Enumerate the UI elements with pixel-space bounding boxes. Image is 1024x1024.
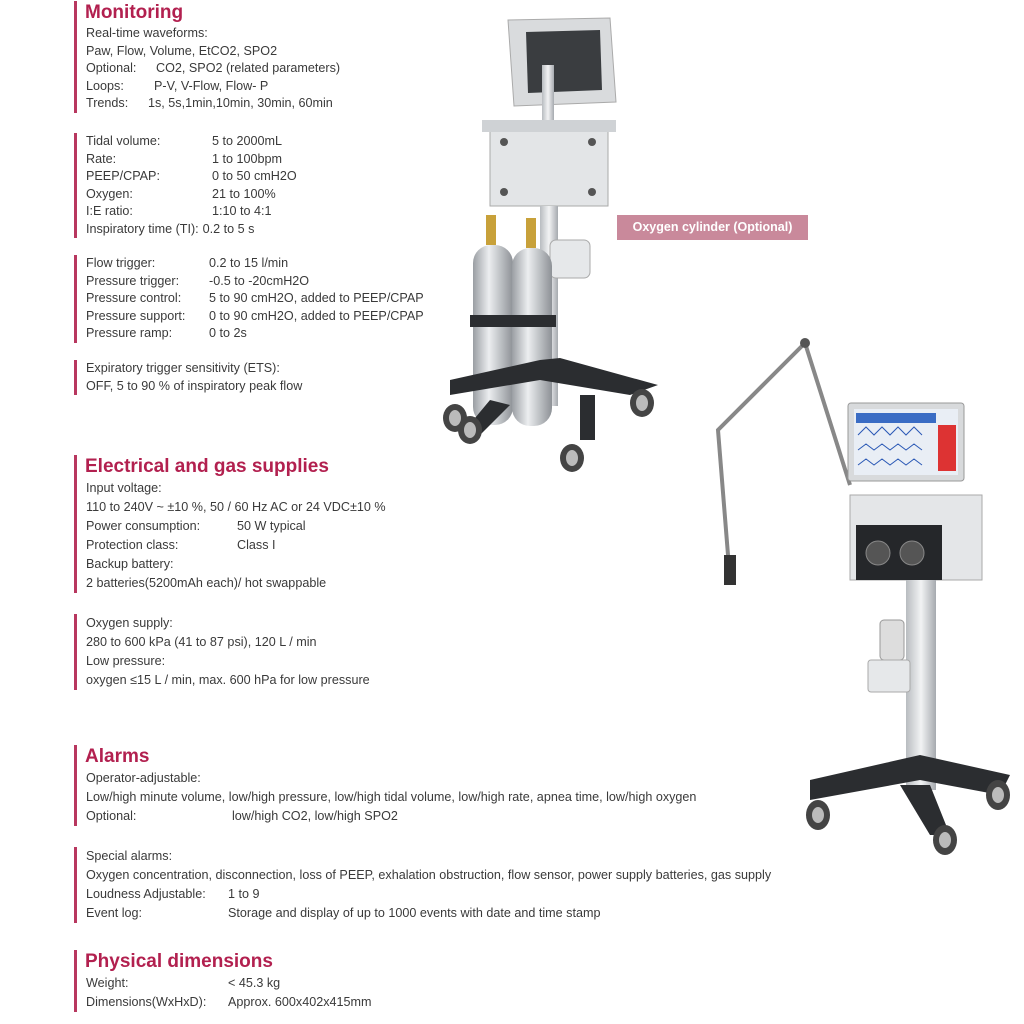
ets-group <box>74 360 306 395</box>
oxygen-supply-group <box>74 614 374 690</box>
spec-label: Event log: <box>86 906 143 920</box>
spec-label: Backup battery: <box>86 557 174 571</box>
spec-label: Flow trigger: <box>86 256 156 270</box>
spec-row <box>86 273 424 291</box>
spec-row <box>86 78 340 96</box>
spec-row <box>86 133 297 151</box>
spec-label: 110 to 240V ~ ±10 %, 50 / 60 Hz AC or 24 VDC±10 % <box>86 500 386 514</box>
spec-value: -0.5 to -20cmH2O <box>209 273 310 288</box>
spec-value: Storage and display of up to 1000 events with date and time stamp <box>228 906 601 920</box>
spec-row <box>86 993 372 1012</box>
spec-label: Inspiratory time (TI): <box>86 221 199 236</box>
spec-row <box>86 866 775 885</box>
spec-row <box>86 255 424 273</box>
spec-row <box>86 614 374 633</box>
spec-row <box>86 325 424 343</box>
spec-value: 50 W typical <box>237 519 306 533</box>
special-alarms-group <box>74 847 775 923</box>
spec-row <box>86 290 424 308</box>
spec-value: 0 to 2s <box>209 326 247 340</box>
spec-value: 1s, 5s,1min,10min, 30min, 60min <box>148 96 333 110</box>
spec-row <box>86 168 297 186</box>
monitoring-section <box>74 1 340 113</box>
spec-value: 1 to 9 <box>228 887 260 901</box>
spec-value: 21 to 100% <box>212 186 276 201</box>
spec-value: Approx. 600x402x415mm <box>228 995 372 1009</box>
spec-label: Tidal volume: <box>86 134 161 148</box>
spec-label: OFF, 5 to 90 % of inspiratory peak flow <box>86 378 303 393</box>
spec-label: Pressure ramp: <box>86 326 173 340</box>
spec-label: Weight: <box>86 976 129 990</box>
spec-label: Optional: <box>86 809 137 823</box>
spec-label: 2 batteries(5200mAh each)/ hot swappable <box>86 576 327 590</box>
spec-row <box>86 671 374 690</box>
spec-label: Real-time waveforms: <box>86 26 208 40</box>
alarms-section <box>74 745 700 826</box>
spec-value: 5 to 2000mL <box>212 134 283 148</box>
spec-value: 0.2 to 5 s <box>202 221 255 236</box>
spec-label: 280 to 600 kPa (41 to 87 psi), 120 L / min <box>86 635 317 649</box>
spec-label: oxygen ≤15 L / min, max. 600 hPa for low pressure <box>86 673 370 687</box>
spec-label: I:E ratio: <box>86 204 133 218</box>
physical-section <box>74 950 372 1012</box>
spec-row <box>86 904 775 923</box>
spec-label: Pressure support: <box>86 308 186 323</box>
spec-label: Input voltage: <box>86 481 162 495</box>
spec-row <box>86 360 306 378</box>
spec-row <box>86 60 340 78</box>
spec-value: P-V, V-Flow, Flow- P <box>154 78 269 93</box>
spec-row <box>86 308 424 326</box>
trigger-settings-group <box>74 255 424 343</box>
section-heading: Alarms <box>85 746 150 767</box>
spec-row <box>86 203 297 221</box>
spec-label: Oxygen concentration, disconnection, loss of PEEP, exhalation obstruction, flow sensor, power supply batteries, gas supply <box>86 868 772 882</box>
spec-row <box>86 378 306 396</box>
spec-value: 1 to 100bpm <box>212 151 283 166</box>
spec-label: Low/high minute volume, low/high pressure, low/high tidal volume, low/high rate, apnea time, low/high oxygen <box>86 790 697 804</box>
spec-label: Pressure trigger: <box>86 273 180 288</box>
spec-row <box>86 807 700 826</box>
spec-row <box>86 517 390 536</box>
section-heading: Monitoring <box>85 2 184 23</box>
spec-row <box>86 221 297 239</box>
spec-label: Pressure control: <box>86 291 182 305</box>
spec-row <box>86 633 374 652</box>
spec-label: Low pressure: <box>86 654 166 668</box>
spec-label: Loops: <box>86 78 124 93</box>
spec-value: < 45.3 kg <box>228 976 281 990</box>
spec-value: CO2, SPO2 (related parameters) <box>156 61 341 75</box>
spec-row <box>86 885 775 904</box>
spec-label: Oxygen: <box>86 186 133 201</box>
spec-label: PEEP/CPAP: <box>86 169 160 183</box>
spec-label: Power consumption: <box>86 519 201 533</box>
spec-label: Special alarms: <box>86 849 173 863</box>
spec-row <box>86 652 374 671</box>
spec-value: 0 to 90 cmH2O, added to PEEP/CPAP <box>209 308 424 323</box>
spec-label: Operator-adjustable: <box>86 771 201 785</box>
spec-value: 1:10 to 4:1 <box>212 204 272 218</box>
spec-label: Expiratory trigger sensitivity (ETS): <box>86 361 280 375</box>
spec-row <box>86 479 390 498</box>
oxygen-cylinder-badge: Oxygen cylinder (Optional) <box>617 215 808 240</box>
spec-row <box>86 974 372 993</box>
spec-row <box>86 151 297 169</box>
spec-row <box>86 536 390 555</box>
spec-row <box>86 847 775 866</box>
spec-label: Trends: <box>86 96 129 110</box>
spec-row <box>86 498 390 517</box>
spec-label: Oxygen supply: <box>86 616 173 630</box>
spec-label: Loudness Adjustable: <box>86 887 206 901</box>
spec-row <box>86 186 297 204</box>
spec-label: Dimensions(WxHxD): <box>86 995 207 1009</box>
ventilator-cart-with-arm-image <box>700 335 1024 865</box>
spec-label: Protection class: <box>86 538 179 552</box>
ventilator-cart-with-cylinders-image <box>430 10 670 490</box>
spec-row <box>86 555 390 574</box>
section-heading: Physical dimensions <box>85 951 273 972</box>
ventilation-settings-group <box>74 133 297 238</box>
spec-row <box>86 574 390 593</box>
electrical-section <box>74 455 390 593</box>
spec-label: Paw, Flow, Volume, EtCO2, SPO2 <box>86 43 278 58</box>
spec-value: 0.2 to 15 l/min <box>209 256 289 270</box>
spec-row <box>86 788 700 807</box>
spec-row <box>86 95 340 113</box>
spec-value: 5 to 90 cmH2O, added to PEEP/CPAP <box>209 291 424 305</box>
spec-row <box>86 43 340 61</box>
spec-label: Optional: <box>86 61 137 75</box>
spec-value: 0 to 50 cmH2O <box>212 169 297 183</box>
spec-value: low/high CO2, low/high SPO2 <box>232 809 398 823</box>
spec-row <box>86 25 340 43</box>
spec-label: Rate: <box>86 151 117 166</box>
spec-value: Class I <box>237 538 276 552</box>
section-heading: Electrical and gas supplies <box>85 456 329 477</box>
spec-row <box>86 769 700 788</box>
